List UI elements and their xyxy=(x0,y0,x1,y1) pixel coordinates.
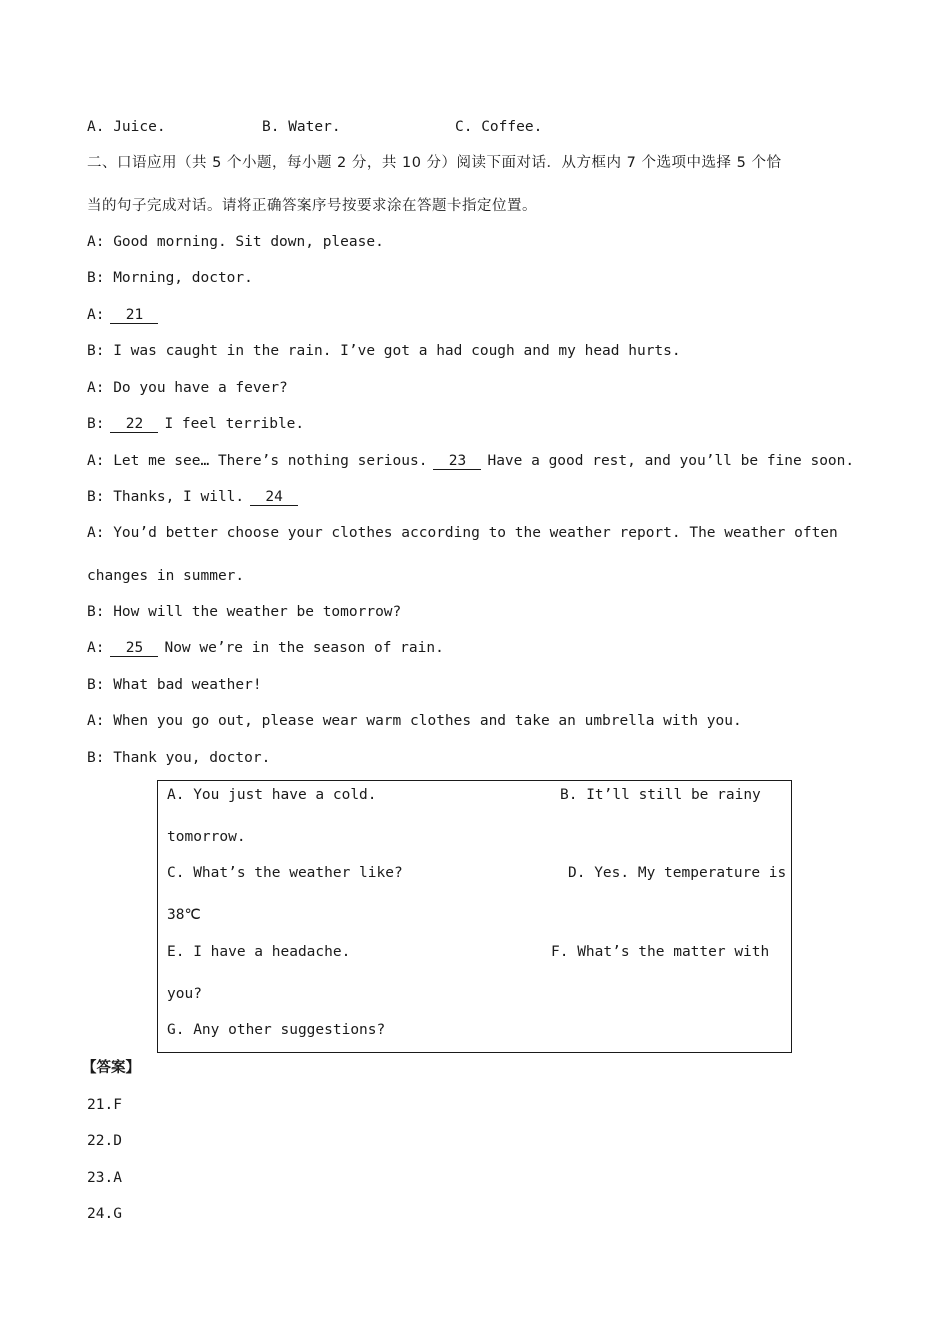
dialogue-line xyxy=(87,414,304,434)
dialogue-line xyxy=(87,523,838,543)
dialogue-line xyxy=(87,451,854,471)
dialogue-text: B: What bad weather! xyxy=(87,677,262,693)
option-d: D. Yes. My temperature is xyxy=(568,865,787,881)
dialogue-text: A: xyxy=(87,307,105,323)
option-f-continued: you? xyxy=(167,986,202,1002)
dialogue-text: B: How will the weather be tomorrow? xyxy=(87,604,402,620)
dialogue-line xyxy=(87,487,304,507)
option-d-continued: 38℃ xyxy=(167,907,201,923)
option-c: C. What’s the weather like? xyxy=(167,865,403,881)
dialogue-line xyxy=(87,305,164,325)
dialogue-line xyxy=(87,602,401,622)
dialogue-line xyxy=(87,711,742,731)
option-f: F. What’s the matter with xyxy=(551,944,770,960)
dialogue-text: Have a good rest, and you’ll be fine soon. xyxy=(487,453,855,469)
answer-item: 22.D xyxy=(87,1133,122,1149)
answer-blank-24[interactable]: 24 xyxy=(250,489,298,506)
dialogue-line xyxy=(87,341,681,361)
option-a: A. You just have a cold. xyxy=(167,787,377,803)
dialogue-text: changes in summer. xyxy=(87,568,245,584)
dialogue-line xyxy=(87,748,270,768)
option-b-continued: tomorrow. xyxy=(167,829,246,845)
dialogue-text: Now we’re in the season of rain. xyxy=(164,640,444,656)
dialogue-text: A: xyxy=(87,640,105,656)
answer-blank-21[interactable]: 21 xyxy=(110,307,158,324)
dialogue-line xyxy=(87,566,244,586)
answer-blank-22[interactable]: 22 xyxy=(110,416,158,433)
dialogue-text: B: xyxy=(87,416,105,432)
dialogue-text: A: Good morning. Sit down, please. xyxy=(87,234,384,250)
dialogue-line xyxy=(87,378,288,398)
answer-blank-25[interactable]: 25 xyxy=(110,640,158,657)
prev-option-c: C. Coffee. xyxy=(455,119,543,135)
option-g: G. Any other suggestions? xyxy=(167,1022,386,1038)
answer-item: 24.G xyxy=(87,1206,122,1222)
dialogue-line xyxy=(87,638,444,658)
dialogue-text: B: Morning, doctor. xyxy=(87,270,253,286)
option-b: B. It’ll still be rainy xyxy=(560,787,761,803)
answer-item: 21.F xyxy=(87,1097,122,1113)
dialogue-text: A: You’d better choose your clothes according to the weather report. The weather often xyxy=(87,525,838,541)
dialogue-text: I feel terrible. xyxy=(164,416,305,432)
dialogue-text: B: I was caught in the rain. I’ve got a had cough and my head hurts. xyxy=(87,343,681,359)
option-e: E. I have a headache. xyxy=(167,944,351,960)
dialogue-text: A: Let me see… There’s nothing serious. xyxy=(87,453,428,469)
options-box xyxy=(157,780,792,1053)
dialogue-line xyxy=(87,232,384,252)
prev-option-a: A. Juice. xyxy=(87,119,166,135)
section-heading-line2: 当的句子完成对话。请将正确答案序号按要求涂在答题卡指定位置。 xyxy=(87,198,537,214)
prev-option-b: B. Water. xyxy=(262,119,341,135)
section-heading-line1: 二、口语应用（共 5 个小题，每小题 2 分，共 10 分）阅读下面对话．从方框内 7 个选项中选择 5 个恰 xyxy=(87,155,782,171)
dialogue-text: A: When you go out, please wear warm clothes and take an umbrella with you. xyxy=(87,713,742,729)
dialogue-text: B: Thanks, I will. xyxy=(87,489,245,505)
answer-blank-23[interactable]: 23 xyxy=(433,453,481,470)
answer-label: 【答案】 xyxy=(82,1060,140,1076)
dialogue-line xyxy=(87,675,262,695)
dialogue-text: B: Thank you, doctor. xyxy=(87,750,271,766)
dialogue-text: A: Do you have a fever? xyxy=(87,380,288,396)
answer-item: 23.A xyxy=(87,1170,122,1186)
dialogue-line xyxy=(87,268,253,288)
